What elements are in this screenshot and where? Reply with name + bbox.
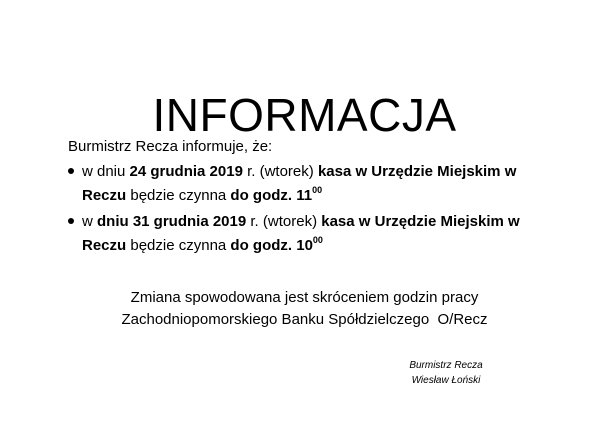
place-text: kasa w Urzędzie Miejskim w: [317, 163, 517, 180]
list-item-line: [82, 234, 568, 258]
text-run: r. (wtorek): [246, 213, 322, 230]
list-item-line: [82, 184, 568, 208]
list-item-line: [82, 210, 568, 234]
signature-role: Burmistrz Recza: [409, 360, 483, 371]
minutes-superscript: 00: [312, 235, 323, 245]
note-line: Zmiana spowodowana jest skróceniem godzin pracy: [130, 289, 479, 306]
list-item: [68, 210, 568, 258]
hours-text: do godz. 10: [230, 237, 313, 254]
text-run: będzie czynna: [126, 237, 231, 254]
change-note: [0, 287, 609, 331]
text-run: w dniu: [82, 163, 130, 180]
date-text: 24 grudnia 2019: [129, 163, 243, 180]
place-text: Reczu: [82, 187, 127, 204]
text-run: r. (wtorek): [242, 163, 318, 180]
announcement-list: [68, 160, 568, 260]
intro-text: Burmistrz Recza informuje, że:: [68, 138, 273, 155]
hours-text: do godz. 11: [230, 187, 313, 204]
text-run: będzie czynna: [126, 187, 231, 204]
signature-block: [396, 358, 496, 388]
list-item-line: [82, 160, 568, 184]
bullet-icon: [68, 218, 74, 224]
place-text: Reczu: [82, 237, 127, 254]
signature-name: Wiesław Łoński: [411, 375, 481, 386]
list-item: [68, 160, 568, 208]
minutes-superscript: 00: [312, 185, 323, 195]
bullet-icon: [68, 168, 74, 174]
document-title: INFORMACJA: [152, 88, 457, 141]
note-line: Zachodniopomorskiego Banku Spółdzielczego O/Recz: [121, 311, 488, 328]
place-text: kasa w Urzędzie Miejskim w: [321, 213, 520, 230]
date-text: dniu 31 grudnia 2019: [97, 213, 247, 230]
text-run: w: [82, 213, 97, 230]
